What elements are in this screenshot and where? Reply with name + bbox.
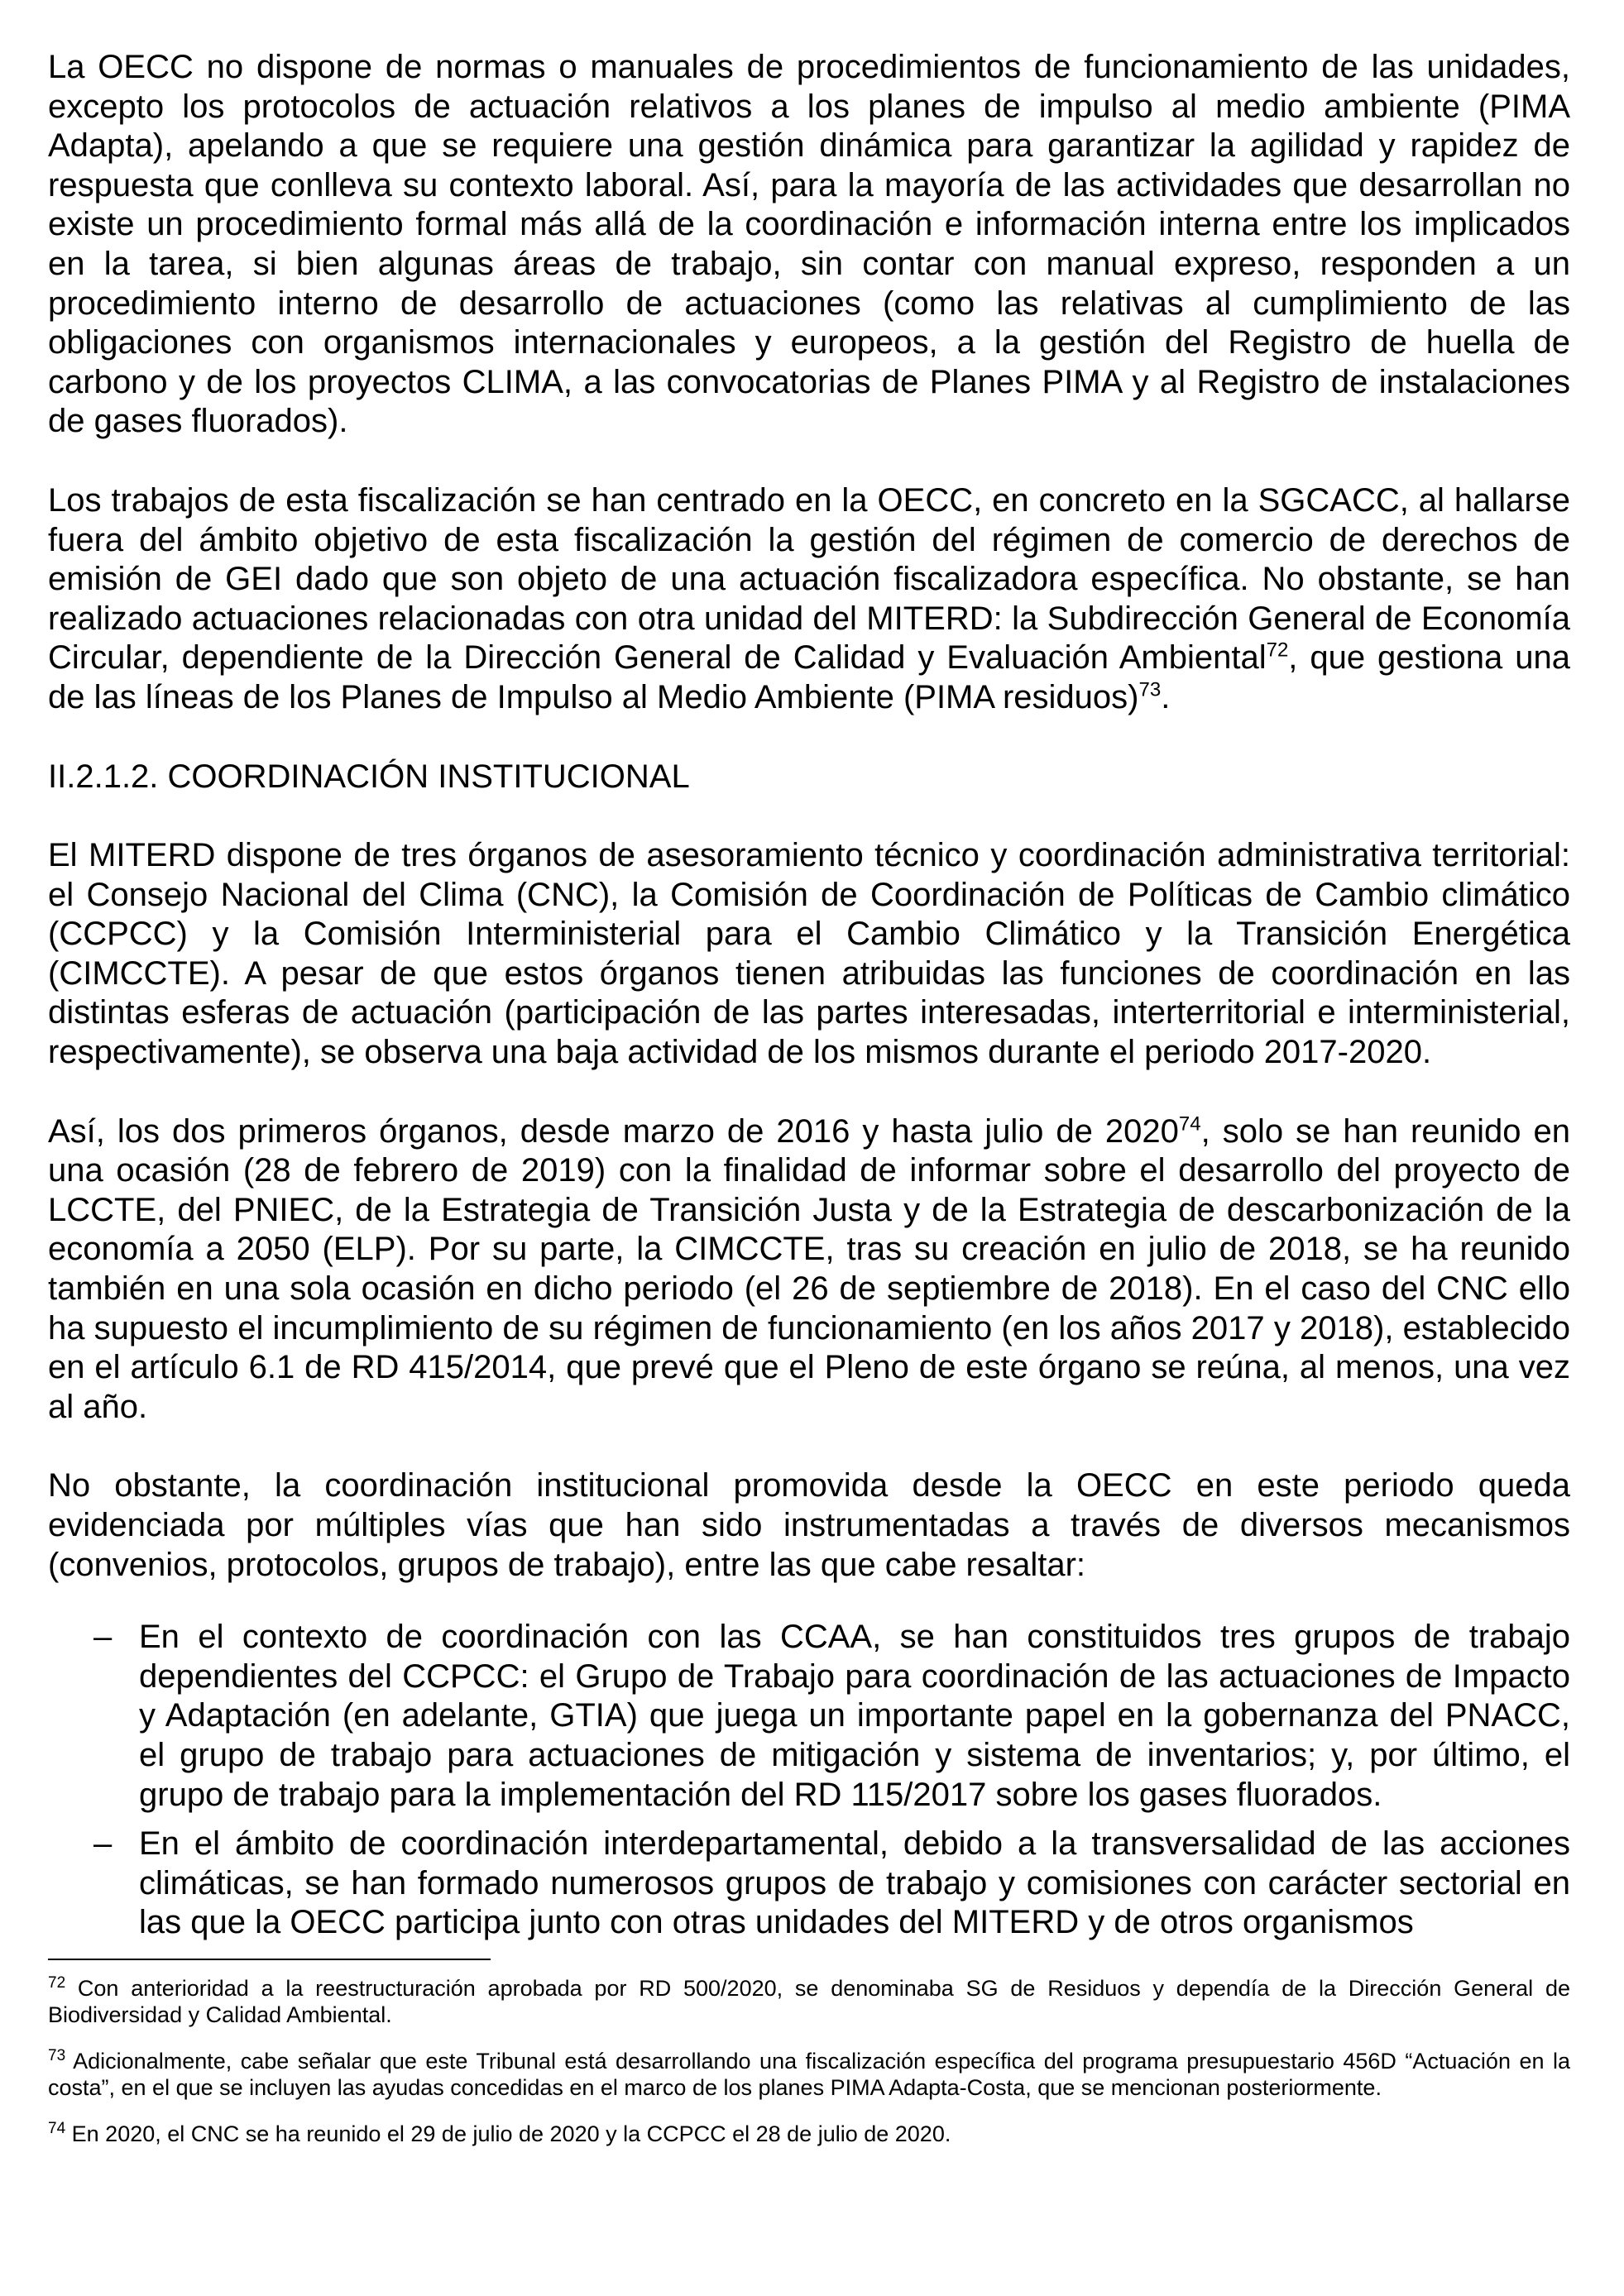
- footnote-divider: [48, 1959, 491, 1960]
- footnote-73: $^{73}$ Adicionalmente, cabe señalar que este Tribunal está desarrollando una fiscalización específica del programa presupuestario 456D “Actuación en la costa”, en el que se incluyen las ayudas concedidas en el marco de los planes PIMA Adapta-Costa, que se mencionan posteriormente.: [48, 2047, 1570, 2100]
- footnote-74: $^{74}$ En 2020, el CNC se ha reunido el 29 de julio de 2020 y la CCPCC el 28 de julio de 2020.: [48, 2120, 951, 2146]
- footnote-ref-72[interactable]: 72: [1266, 639, 1289, 662]
- document-page: [48, 48, 1570, 1953]
- paragraph-scope: Los trabajos de esta fiscalización se han centrado en la OECC, en concreto en la SGCACC, al hallarse fuera del ámbito objetivo de esta fiscalización la gestión del régimen de comercio de derechos de emisión de GEI dado que son objeto de una actuación fiscalizadora específica. No obstante, se han realizado actuaciones relacionadas con otra unidad del MITERD: la Subdirección General de Economía Circular, dependiente de la Dirección General de Calidad y Evaluación Ambiental$^{72}$, que gestiona una de las líneas de los Planes de Impulso al Medio Ambiente (PIMA residuos)$^{73}$.: [48, 481, 1570, 715]
- footnote-ref-73[interactable]: 73: [1138, 678, 1162, 701]
- list-item: – En el ámbito de coordinación interdepartamental, debido a la transversalidad de las acciones climáticas, se han formado numerosos grupos de trabajo y comisiones con carácter sectorial en las que la OECC participa junto con otras unidades del MITERD y de otros organismos: [93, 1825, 1570, 1941]
- list-item: – En el contexto de coordinación con las CCAA, se han constituidos tres grupos de trabajo dependientes del CCPCC: el Grupo de Trabajo para coordinación de las actuaciones de Impacto y Adaptación (en adelante, GTIA) que juega un importante papel en la gobernanza del PNACC, el grupo de trabajo para actuaciones de mitigación y sistema de inventarios; y, por último, el grupo de trabajo para la implementación del RD 115/2017 sobre los gases fluorados.: [93, 1619, 1570, 1813]
- paragraph-meetings: Así, los dos primeros órganos, desde marzo de 2016 y hasta julio de 2020$^{74}$, solo se han reunido en una ocasión (28 de febrero de 2019) con la finalidad de informar sobre el desarrollo del proyecto de LCCTE, del PNIEC, de la Estrategia de Transición Justa y de la Estrategia de descarbonización de la economía a 2050 (ELP). Por su parte, la CIMCCTE, tras su creación en julio de 2018, se ha reunido también en una sola ocasión en dicho periodo (el 26 de septiembre de 2018). En el caso del CNC ello ha supuesto el incumplimiento de su régimen de funcionamiento (en los años 2017 y 2018), establecido en el artículo 6.1 de RD 415/2014, que prevé que el Pleno de este órgano se reúna, al menos, una vez al año.: [48, 1112, 1570, 1425]
- footnote-72: $^{72}$ Con anterioridad a la reestructuración aprobada por RD 500/2020, se denominaba SG de Residuos y dependía de la Dirección General de Biodiversidad y Calidad Ambiental.: [48, 1974, 1570, 2027]
- dash-bullet: –: [93, 1619, 113, 1656]
- paragraph-organs: El MITERD dispone de tres órganos de asesoramiento técnico y coordinación administrativa territorial: el Consejo Nacional del Clima (CNC), la Comisión de Coordinación de Políticas de Cambio climático (CCPCC) y la Comisión Interministerial para el Cambio Climático y la Transición Energética (CIMCCTE). A pesar de que estos órganos tienen atribuidas las funciones de coordinación en las distintas esferas de actuación (participación de las partes interesadas, interterritorial e interministerial, respectivamente), se observa una baja actividad de los mismos durante el periodo 2017-2020.: [48, 837, 1570, 1071]
- coordination-list: [48, 1618, 1570, 1943]
- dash-bullet: –: [93, 1825, 113, 1863]
- paragraph-coordination: No obstante, la coordinación institucional promovida desde la OECC en este periodo queda evidenciada por múltiples vías que han sido instrumentadas a través de diversos mecanismos (convenios, protocolos, grupos de trabajo), entre las que cabe resaltar:: [48, 1467, 1570, 1583]
- paragraph-procedures: La OECC no dispone de normas o manuales de procedimientos de funcionamiento de las unidades, excepto los protocolos de actuación relativos a los planes de impulso al medio ambiente (PIMA Adapta), apelando a que se requiere una gestión dinámica para garantizar la agilidad y rapidez de respuesta que conlleva su contexto laboral. Así, para la mayoría de las actividades que desarrollan no existe un procedimiento formal más allá de la coordinación e información interna entre los implicados en la tarea, si bien algunas áreas de trabajo, sin contar con manual expreso, responden a un procedimiento interno de desarrollo de actuaciones (como las relativas al cumplimiento de las obligaciones con organismos internacionales y europeos, a la gestión del Registro de huella de carbono y de los proyectos CLIMA, a las convocatorias de Planes PIMA y al Registro de instalaciones de gases fluorados).: [48, 49, 1570, 440]
- footnote-ref-74[interactable]: 74: [1178, 1112, 1201, 1136]
- footnotes: [48, 1959, 1570, 2167]
- section-heading: II.2.1.2. COORDINACIÓN INSTITUCIONAL: [48, 758, 690, 795]
